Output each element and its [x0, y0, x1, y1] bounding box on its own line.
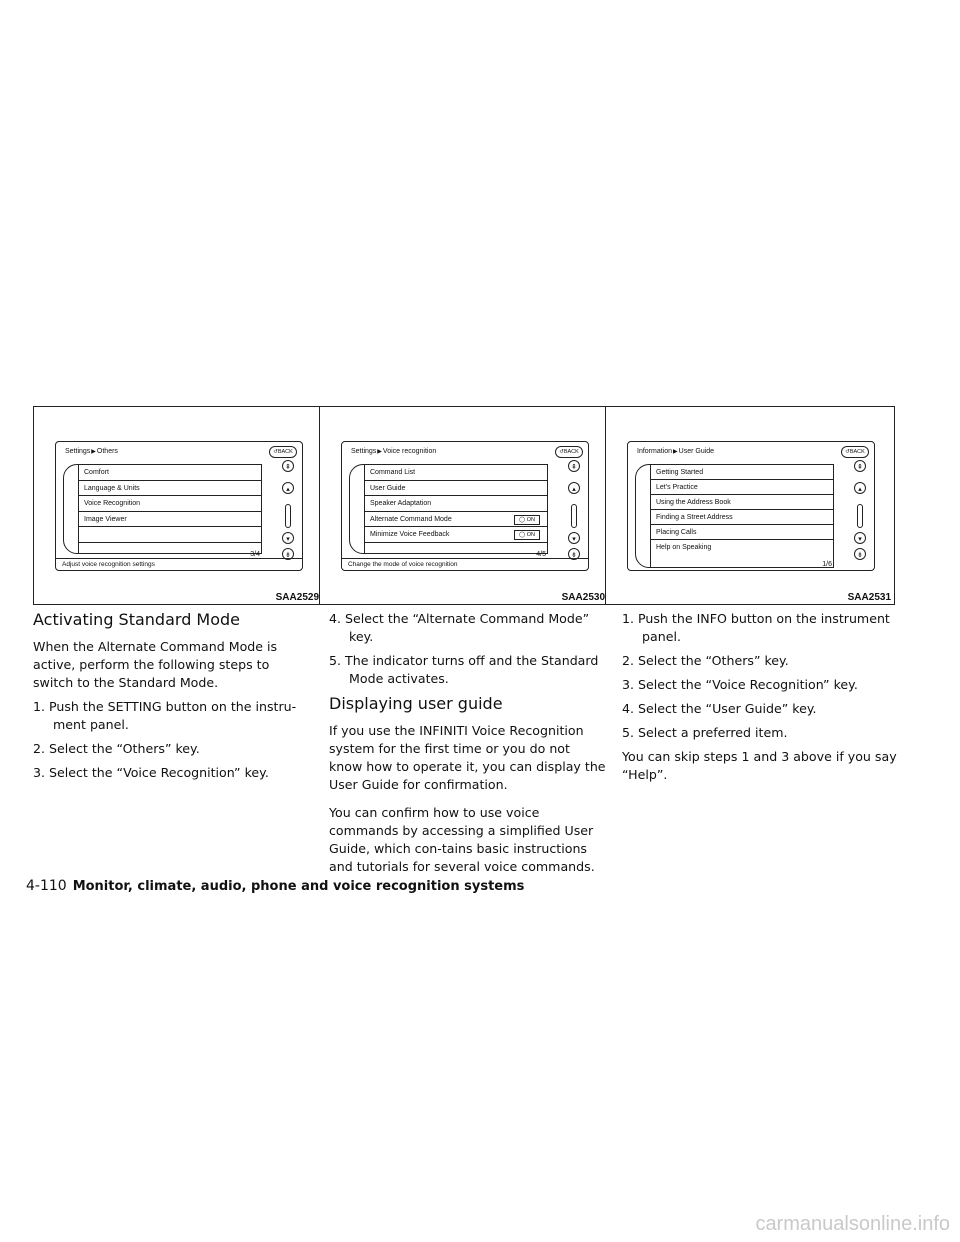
back-button[interactable]: ↺BACK — [841, 446, 869, 458]
page-number: 4-110 — [26, 878, 67, 894]
figure-id: SAA2529 — [275, 592, 319, 603]
scrollbar[interactable] — [857, 504, 863, 528]
step: 5. The indicator turns off and the Standard Mode activates. — [329, 653, 599, 686]
section-heading: Displaying user guide — [329, 694, 503, 713]
note: You can skip steps 1 and 3 above if you say “Help”. — [622, 749, 897, 782]
page-up-icon[interactable]: ⇞ — [282, 460, 294, 472]
list-item[interactable]: Let's Practice — [651, 480, 833, 495]
page-indicator: 1/6 — [822, 561, 832, 568]
toggle-indicator[interactable]: ◯ ON — [514, 530, 540, 540]
section-title: Monitor, climate, audio, phone and voice recognition systems — [72, 879, 525, 894]
scrollbar[interactable] — [285, 504, 291, 528]
step: 2. Select the “Others” key. — [33, 741, 200, 756]
breadcrumb: Settings▶Others — [65, 448, 118, 455]
figure-settings-voice-recognition — [319, 406, 609, 605]
list-item[interactable]: Language & Units — [79, 481, 261, 497]
page-up-icon[interactable]: ⇞ — [568, 460, 580, 472]
step: 5. Select a preferred item. — [622, 725, 788, 740]
breadcrumb: Information▶User Guide — [637, 448, 715, 455]
screen-display — [55, 441, 303, 571]
step: 4. Select the “User Guide” key. — [622, 701, 817, 716]
menu-list — [349, 464, 548, 554]
screen-display — [627, 441, 875, 571]
page-indicator: 3/4 — [250, 551, 260, 558]
menu-list — [63, 464, 262, 554]
step: 1. Push the INFO button on the instrument panel. — [622, 611, 890, 644]
page-up-icon[interactable]: ⇞ — [854, 460, 866, 472]
paragraph: If you use the INFINITI Voice Recognition system for the first time or you do not know how to operate it, you can display the User Guide for confirmation. — [329, 723, 606, 792]
list-item[interactable]: User Guide — [365, 481, 547, 497]
page-down-icon[interactable]: ⇟ — [568, 548, 580, 560]
list-item[interactable]: Using the Address Book — [651, 495, 833, 510]
step: 4. Select the “Alternate Command Mode” key. — [329, 611, 590, 644]
paragraph: You can confirm how to use voice commands by accessing a simplified User Guide, which con-tains basic instructions and tutorials for several voice commands. — [329, 805, 595, 874]
column-1 — [33, 610, 311, 788]
column-2 — [329, 610, 607, 882]
page-down-icon[interactable]: ⇟ — [854, 548, 866, 560]
scroll-up-icon[interactable]: ▴ — [854, 482, 866, 494]
scroll-down-icon[interactable]: ▾ — [568, 532, 580, 544]
status-bar: Change the mode of voice recognition — [342, 558, 588, 570]
figure-id: SAA2531 — [847, 592, 891, 603]
list-item[interactable]: Alternate Command Mode ◯ ON — [365, 512, 547, 528]
step: 2. Select the “Others” key. — [622, 653, 789, 668]
list-item[interactable] — [79, 527, 261, 543]
page-down-icon[interactable]: ⇟ — [282, 548, 294, 560]
toggle-indicator[interactable]: ◯ ON — [514, 515, 540, 525]
scroll-controls — [282, 460, 296, 558]
list-item[interactable]: Command List — [365, 465, 547, 481]
back-button[interactable]: ↺BACK — [555, 446, 583, 458]
scroll-controls — [854, 460, 868, 558]
list-item[interactable]: Finding a Street Address — [651, 510, 833, 525]
status-bar: Adjust voice recognition settings — [56, 558, 302, 570]
figure-id: SAA2530 — [561, 592, 605, 603]
list-item[interactable]: Comfort — [79, 465, 261, 481]
step: 1. Push the SETTING button on the instru-ment panel. — [33, 699, 297, 732]
list-item[interactable]: Minimize Voice Feedback ◯ ON — [365, 527, 547, 543]
screen-display — [341, 441, 589, 571]
scroll-up-icon[interactable]: ▴ — [568, 482, 580, 494]
scroll-down-icon[interactable]: ▾ — [282, 532, 294, 544]
list-item[interactable]: Help on Speaking — [656, 544, 712, 551]
paragraph: When the Alternate Command Mode is active, perform the following steps to switch to the Standard Mode. — [33, 639, 278, 690]
list-item[interactable]: Speaker Adaptation — [365, 496, 547, 512]
figure-information-user-guide — [605, 406, 895, 605]
list-item[interactable]: Placing Calls — [651, 525, 833, 540]
scroll-controls — [568, 460, 582, 558]
scroll-up-icon[interactable]: ▴ — [282, 482, 294, 494]
watermark: carmanualsonline.info — [755, 1213, 950, 1235]
breadcrumb: Settings▶Voice recognition — [351, 448, 437, 455]
scroll-down-icon[interactable]: ▾ — [854, 532, 866, 544]
menu-list — [635, 464, 834, 568]
list-item[interactable]: Voice Recognition — [79, 496, 261, 512]
back-button[interactable]: ↺BACK — [269, 446, 297, 458]
figure-settings-others — [33, 406, 323, 605]
page-footer — [26, 878, 524, 894]
step: 3. Select the “Voice Recognition” key. — [622, 677, 858, 692]
section-heading: Activating Standard Mode — [33, 610, 241, 629]
page-indicator: 4/5 — [536, 551, 546, 558]
list-item[interactable]: Getting Started — [651, 465, 833, 480]
column-3 — [622, 610, 900, 790]
list-item[interactable]: Image Viewer — [79, 512, 261, 528]
scrollbar[interactable] — [571, 504, 577, 528]
step: 3. Select the “Voice Recognition” key. — [33, 765, 269, 780]
